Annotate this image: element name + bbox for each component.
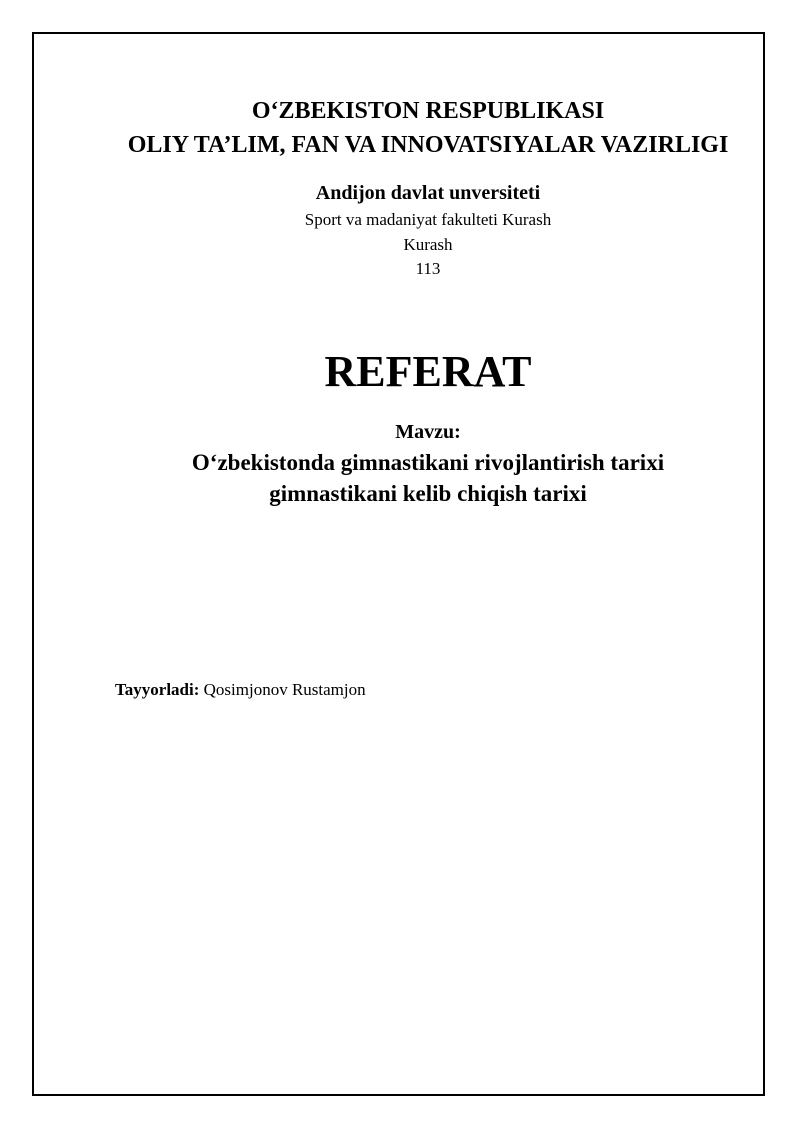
group-number: 113 xyxy=(415,259,441,278)
topic-label: Mavzu: xyxy=(395,421,461,443)
document-title: REFERAT xyxy=(324,347,532,396)
author-name: Qosimjonov Rustamjon xyxy=(203,680,366,699)
topic-line-2: gimnastikani kelib chiqish tarixi xyxy=(269,481,587,506)
ministry-line-1: O‘ZBEKISTON RESPUBLIKASI xyxy=(251,98,605,124)
topic-line-1: O‘zbekistonda gimnastikani rivojlantirish tarixi xyxy=(191,450,665,475)
author-line xyxy=(115,681,366,698)
faculty-name: Sport va madaniyat fakulteti Kurash xyxy=(304,210,552,229)
author-label: Tayyorladi: xyxy=(115,680,200,699)
ministry-line-2: OLIY TA’LIM, FAN VA INNOVATSIYALAR VAZIRLIGI xyxy=(127,132,729,158)
university-name: Andijon davlat unversiteti xyxy=(315,182,541,204)
department-name: Kurash xyxy=(403,235,453,254)
